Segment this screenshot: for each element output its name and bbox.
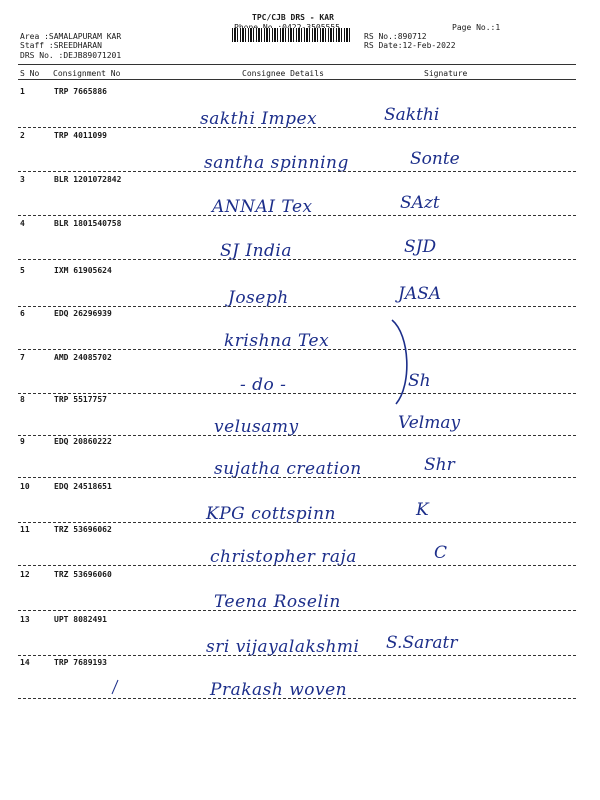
consignee-handwritten: sri vijayalakshmi	[206, 637, 360, 657]
consignee-handwritten: christopher raja	[210, 547, 357, 567]
consignee-handwritten: santha spinning	[204, 153, 349, 173]
signature-handwritten: S.Saratr	[386, 633, 458, 653]
signature-handwritten: JASA	[398, 284, 442, 304]
row-serial: 6	[20, 309, 25, 318]
consignee-handwritten: sujatha creation	[214, 459, 362, 479]
consignment-number: UPT 8082491	[54, 615, 107, 624]
signature-handwritten: Shr	[424, 455, 455, 475]
column-consignment: Consignment No	[53, 69, 121, 78]
consignee-handwritten: Teena Roselin	[214, 592, 341, 612]
signature-handwritten: SAzt	[400, 193, 440, 213]
column-consignee: Consignee Details	[242, 69, 324, 78]
drs-number: DRS No. :DEJB89071201	[20, 51, 122, 60]
consignment-number: AMD 24085702	[54, 353, 112, 362]
consignment-number: IXM 61905624	[54, 266, 112, 275]
signature-handwritten: K	[416, 500, 429, 520]
consignee-handwritten: Joseph	[228, 288, 289, 308]
signature-handwritten: Sakthi	[384, 105, 440, 125]
signature-handwritten: SJD	[404, 237, 437, 257]
signature-handwritten: Sh	[408, 371, 431, 391]
consignee-handwritten: ANNAI Tex	[212, 197, 313, 217]
consignee-handwritten: SJ India	[220, 241, 292, 261]
consignment-number: TRZ 53696060	[54, 570, 112, 579]
column-sno: S No	[20, 69, 40, 78]
consignment-number: BLR 1801540758	[54, 219, 122, 228]
row-serial: 5	[20, 266, 25, 275]
row-serial: 12	[20, 570, 30, 579]
column-signature: Signature	[424, 69, 468, 78]
rs-number: RS No.:890712	[364, 32, 427, 41]
signature-handwritten: Sonte	[410, 149, 460, 169]
consignee-handwritten: - do -	[240, 375, 287, 395]
consignee-handwritten: sakthi Impex	[200, 109, 318, 129]
consignee-handwritten: velusamy	[214, 417, 299, 437]
consignment-number: BLR 1201072842	[54, 175, 122, 184]
consignment-number: TRZ 53696062	[54, 525, 112, 534]
consignment-number: TRP 7689193	[54, 658, 107, 667]
row-serial: 10	[20, 482, 30, 491]
area-label: Area :SAMALAPURAM KAR	[20, 32, 122, 41]
consignee-handwritten: KPG cottspinn	[206, 504, 336, 524]
page-number: Page No.:1	[452, 23, 501, 32]
document-title: TPC/CJB DRS - KAR	[252, 13, 334, 22]
row-serial: 4	[20, 219, 25, 228]
consignment-number: EDQ 26296939	[54, 309, 112, 318]
row-serial: 11	[20, 525, 30, 534]
row-serial: 14	[20, 658, 30, 667]
row-serial: 2	[20, 131, 25, 140]
staff-label: Staff :SREEDHARAN	[20, 41, 102, 50]
row-serial: 13	[20, 615, 30, 624]
rs-date: RS Date:12-Feb-2022	[364, 41, 456, 50]
row-serial: 9	[20, 437, 25, 446]
signature-handwritten: C	[434, 543, 448, 563]
row-serial: 7	[20, 353, 25, 362]
signature-handwritten: Velmay	[398, 413, 461, 433]
consignment-number: TRP 5517757	[54, 395, 107, 404]
row-serial: 8	[20, 395, 25, 404]
row-serial: 1	[20, 87, 25, 96]
consignee-handwritten: Prakash woven	[210, 680, 348, 700]
consignment-number: TRP 4011099	[54, 131, 107, 140]
consignment-number: TRP 7665886	[54, 87, 107, 96]
consignment-number: EDQ 24518651	[54, 482, 112, 491]
consignment-number: EDQ 20860222	[54, 437, 112, 446]
consignee-handwritten: krishna Tex	[224, 331, 330, 351]
row-serial: 3	[20, 175, 25, 184]
